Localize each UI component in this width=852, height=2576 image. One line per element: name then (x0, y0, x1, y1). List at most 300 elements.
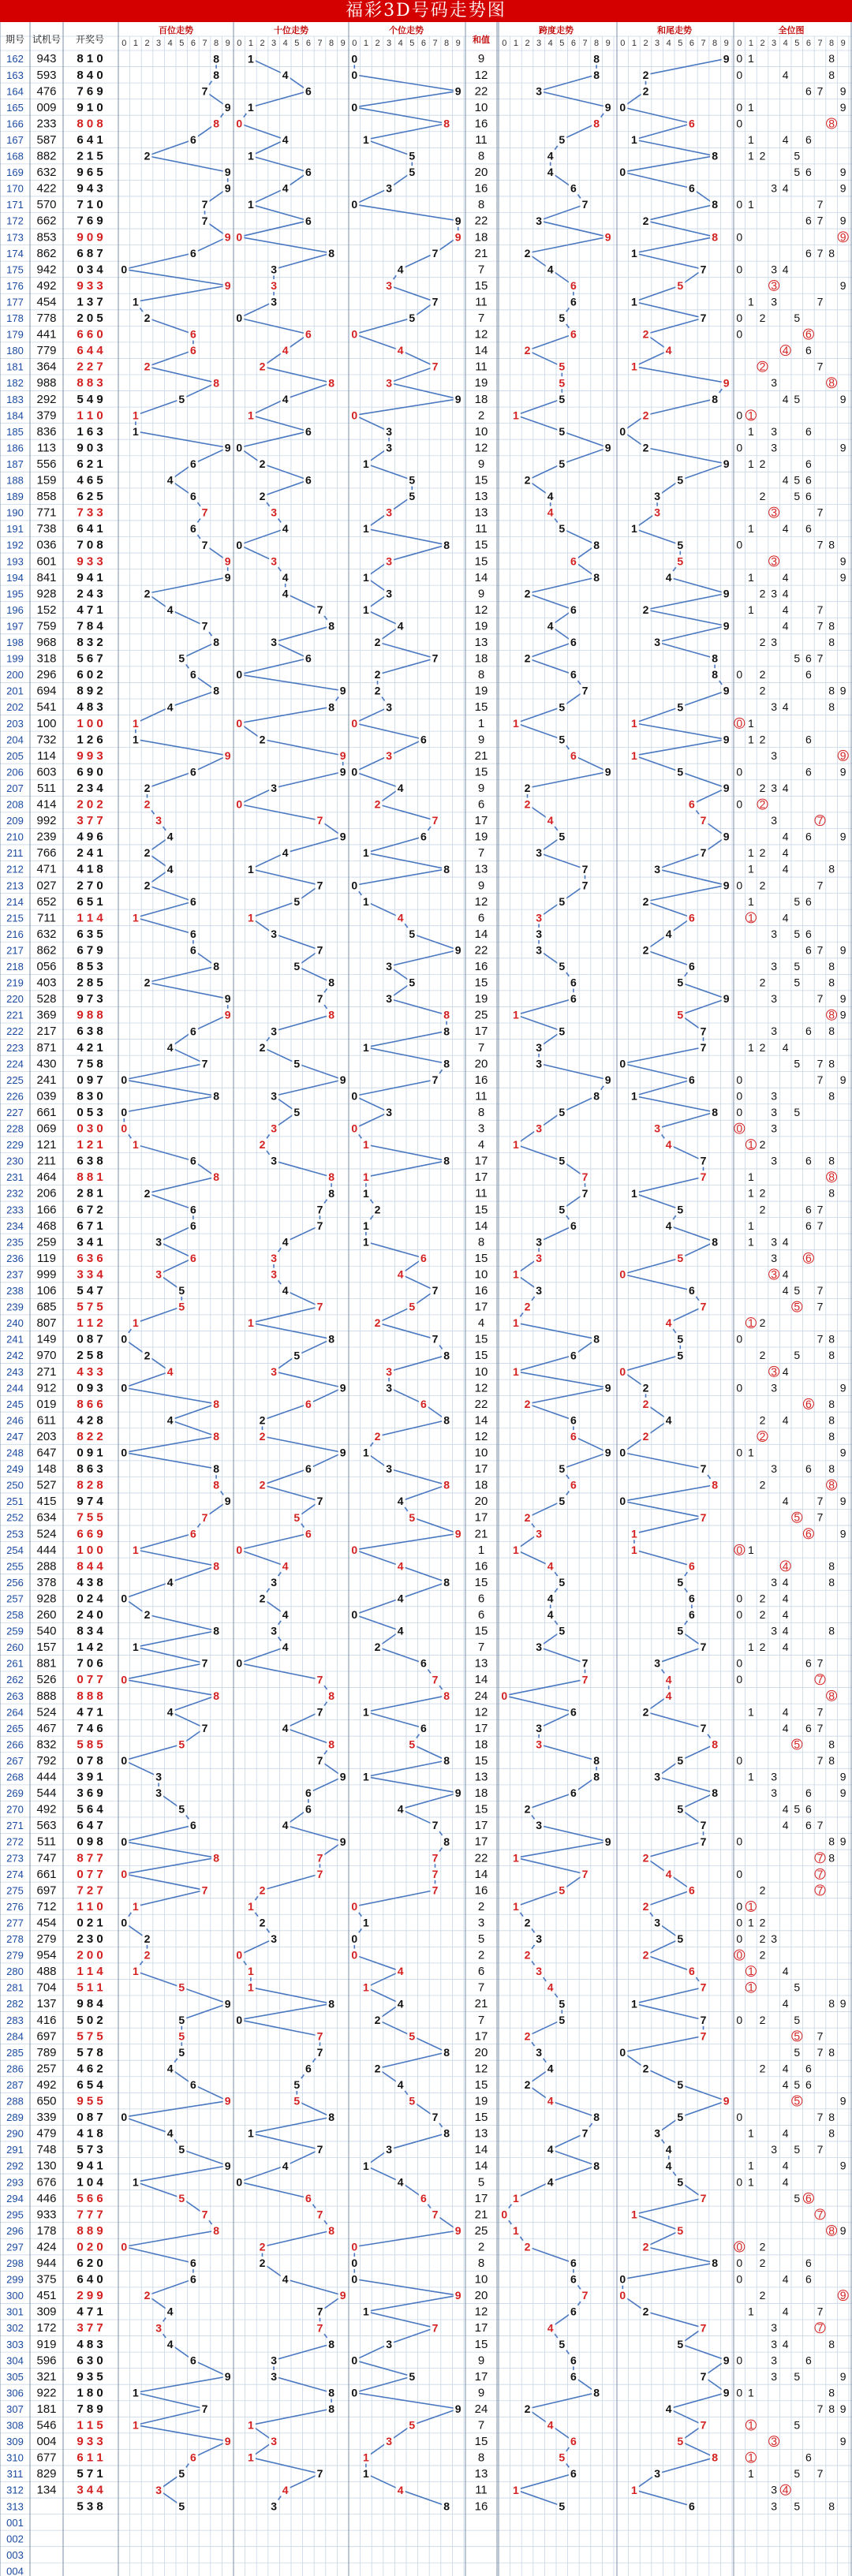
tens-trend-point: 6 (305, 327, 312, 341)
distribution-cell: 1 (748, 2386, 754, 2399)
draw-cell: 5 3 8 (77, 2499, 103, 2514)
tail-trend-point: 9 (723, 992, 730, 1006)
span-trend-point: 3 (536, 1251, 542, 1264)
draw-cell: 1 1 5 (77, 2418, 103, 2432)
units-trend-point: 1 (363, 894, 369, 908)
hundreds-trend-point: 2 (144, 1932, 151, 1946)
hundreds-trend-point: 0 (121, 1381, 128, 1394)
distribution-cell: 9 (839, 181, 846, 195)
sum-cell: 16 (474, 1559, 488, 1574)
distribution-cell: 7 (816, 814, 824, 827)
distribution-cell: 8 (828, 376, 835, 390)
sum-cell: 21 (474, 246, 488, 260)
distribution-cell: 3 (771, 1235, 777, 1249)
tail-trend-point: 8 (712, 149, 718, 162)
span-trend-point: 2 (524, 2029, 531, 2043)
sum-cell: 15 (474, 473, 488, 487)
span-trend-point: 2 (524, 473, 531, 487)
hundreds-trend-point: 4 (166, 1365, 174, 1378)
trial-cell: 260 (36, 1608, 57, 1622)
span-trend-point: 7 (581, 198, 589, 211)
sum-cell: 6 (477, 1592, 485, 1606)
draw-cell: 0 8 7 (77, 2111, 103, 2125)
hundreds-trend-point: 6 (190, 2257, 196, 2270)
distribution-cell: 3 (771, 295, 777, 308)
draw-cell: 4 7 1 (77, 2305, 103, 2319)
tail-trend-point: 2 (642, 68, 649, 81)
distribution-cell: 6 (805, 2354, 812, 2367)
digit-header: 5 (559, 39, 565, 48)
units-trend-point: 8 (443, 1478, 450, 1491)
trial-cell: 778 (36, 312, 57, 326)
span-trend-point: 1 (513, 1365, 519, 1378)
span-trend-point: 4 (547, 814, 554, 827)
issue-cell: 191 (6, 523, 24, 536)
hundreds-trend-point: 4 (166, 1040, 174, 1054)
distribution-cell: 7 (816, 2045, 824, 2059)
distribution-cell: 7 (816, 1219, 824, 1232)
issue-cell: 312 (6, 2484, 24, 2496)
tail-trend-point: 2 (642, 1705, 649, 1719)
issue-cell: 257 (6, 1592, 24, 1605)
distribution-cell: 3 (771, 587, 777, 600)
units-trend-point: 3 (386, 376, 392, 390)
distribution-cell: 5 (794, 2467, 801, 2481)
issue-cell: 268 (6, 1771, 24, 1783)
draw-cell: 6 4 4 (77, 344, 103, 358)
hundreds-trend-point: 8 (213, 2223, 219, 2237)
units-trend-point: 4 (397, 1802, 404, 1816)
sum-cell: 15 (474, 1203, 488, 1217)
draw-cell: 9 4 3 (77, 181, 103, 196)
trial-cell: 853 (36, 230, 57, 245)
distribution-cell: 7 (816, 246, 824, 259)
distribution-cell: 6 (805, 522, 812, 536)
tail-trend-point: 7 (700, 1300, 707, 1313)
units-trend-point: 8 (443, 1154, 450, 1167)
units-trend-point: 9 (454, 1527, 462, 1540)
distribution-cell: 8 (828, 1689, 835, 1702)
units-trend-point: 9 (454, 2223, 462, 2237)
span-trend-point: 3 (536, 1040, 542, 1054)
hundreds-trend-point: 2 (144, 360, 151, 373)
tail-trend-point: 2 (642, 1381, 649, 1394)
trial-cell: 862 (36, 943, 57, 958)
tail-trend-point: 7 (700, 814, 707, 827)
distribution-cell: 7 (816, 2111, 824, 2124)
tail-trend-point: 1 (631, 1997, 637, 2010)
hundreds-trend-point: 6 (190, 327, 196, 341)
distribution-cell: 7 (816, 1851, 824, 1865)
sum-cell: 13 (474, 1770, 488, 1784)
span-trend-point: 5 (559, 360, 566, 373)
distribution-cell: 1 (748, 52, 754, 65)
units-trend-point: 8 (443, 862, 450, 875)
distribution-cell: 2 (759, 1932, 766, 1946)
distribution-cell: 0 (736, 312, 743, 325)
span-trend-point: 5 (559, 1203, 566, 1216)
units-trend-point: 7 (432, 1883, 439, 1897)
trial-cell: 779 (36, 344, 57, 358)
draw-cell: 7 4 6 (77, 1721, 103, 1735)
issue-cell: 295 (6, 2208, 24, 2221)
tens-trend-point: 0 (236, 2175, 243, 2189)
hundreds-trend-point: 8 (213, 960, 219, 973)
tens-trend-point: 8 (328, 376, 334, 390)
distribution-cell: 6 (805, 2272, 812, 2286)
trial-cell: 239 (36, 830, 57, 844)
draw-cell: 8 8 9 (77, 2223, 103, 2238)
span-trend-point: 5 (559, 1624, 566, 1637)
tens-trend-point: 9 (339, 1381, 346, 1394)
tens-trend-point: 3 (271, 1932, 277, 1946)
tens-trend-point: 7 (316, 1203, 323, 1216)
sum-cell: 14 (474, 2143, 488, 2157)
hundreds-trend-point: 6 (190, 927, 196, 940)
hundreds-trend-point: 6 (190, 1203, 196, 1216)
issue-cell: 201 (6, 685, 24, 697)
digit-header: 2 (260, 39, 265, 48)
issue-cell: 233 (6, 1204, 24, 1216)
distribution-cell: 4 (782, 392, 789, 405)
tens-trend-point: 2 (259, 360, 266, 373)
hundreds-trend-point: 7 (201, 2208, 208, 2221)
units-trend-point: 1 (363, 2305, 369, 2318)
issue-cell: 231 (6, 1171, 24, 1184)
tens-trend-point: 5 (293, 960, 301, 973)
trial-cell: 292 (36, 392, 57, 406)
hundreds-trend-point: 8 (213, 636, 219, 649)
span-trend-point: 4 (547, 166, 554, 179)
distribution-cell: 7 (816, 651, 824, 665)
units-trend-point: 7 (432, 814, 439, 827)
draw-cell: 8 6 3 (77, 1462, 103, 1477)
issue-cell: 192 (6, 539, 24, 551)
draw-cell: 9 4 1 (77, 570, 103, 584)
distribution-cell: 4 (782, 344, 789, 357)
tail-trend-point: 4 (665, 1219, 672, 1232)
distribution-cell: 7 (816, 2321, 824, 2335)
hundreds-trend-point: 1 (133, 1899, 139, 1913)
distribution-cell: 6 (805, 2257, 812, 2270)
distribution-cell: 8 (828, 117, 835, 130)
trial-cell: 403 (36, 976, 57, 990)
sum-cell: 17 (474, 2029, 488, 2044)
digit-header: 8 (329, 39, 334, 48)
units-trend-point: 5 (409, 1510, 416, 1524)
distribution-cell: 8 (828, 1478, 835, 1491)
span-trend-point: 8 (593, 68, 600, 81)
tail-trend-point: 1 (631, 360, 637, 373)
tens-trend-point: 3 (271, 554, 277, 568)
tens-trend-point: 3 (271, 927, 277, 940)
distribution-cell: 9 (839, 684, 846, 697)
units-trend-point: 1 (363, 570, 369, 584)
distribution-cell: 1 (748, 198, 754, 211)
span-trend-point: 5 (559, 1106, 566, 1119)
distribution-cell: 7 (816, 619, 824, 633)
hundreds-trend-point: 9 (224, 230, 231, 244)
tail-trend-point: 0 (619, 2272, 626, 2286)
draw-cell: 2 8 1 (77, 1186, 103, 1200)
distribution-cell: 4 (782, 1641, 789, 1654)
units-trend-point: 6 (420, 830, 427, 843)
trial-cell: 119 (37, 1251, 56, 1265)
trial-cell: 652 (36, 894, 57, 909)
distribution-cell: 4 (782, 1721, 789, 1734)
draw-cell: 1 1 4 (77, 911, 103, 925)
hundreds-trend-point: 4 (166, 1575, 174, 1589)
issue-cell: 212 (6, 863, 24, 875)
units-trend-point: 2 (374, 1641, 381, 1654)
units-trend-point: 4 (397, 911, 404, 924)
tens-trend-point: 2 (259, 457, 266, 471)
tens-trend-point: 7 (316, 943, 323, 957)
distribution-cell: 6 (805, 473, 812, 487)
issue-cell: 194 (6, 571, 24, 584)
span-trend-point: 4 (547, 1608, 554, 1622)
sum-cell: 13 (474, 2467, 488, 2481)
digit-header: 3 (772, 39, 777, 48)
distribution-cell: 5 (794, 1284, 801, 1297)
digit-header: 8 (444, 39, 450, 48)
distribution-cell: 0 (736, 2111, 743, 2124)
span-trend-point: 3 (536, 1641, 542, 1654)
tail-trend-point: 5 (677, 976, 684, 989)
issue-cell: 223 (6, 1041, 24, 1054)
digit-header: 0 (352, 39, 357, 48)
hundreds-trend-point: 6 (190, 943, 196, 957)
sum-cell: 17 (474, 1462, 488, 1477)
distribution-cell: 1 (748, 733, 754, 746)
distribution-cell: 7 (816, 360, 824, 373)
draw-cell: 8 8 8 (77, 1689, 103, 1703)
units-trend-point: 9 (454, 230, 462, 244)
sum-cell: 18 (474, 1738, 488, 1752)
distribution-cell: 3 (771, 263, 777, 276)
tail-trend-point: 0 (619, 1365, 626, 1378)
units-trend-point: 2 (374, 684, 381, 697)
draw-cell: 9 4 1 (77, 2159, 103, 2173)
draw-cell: 7 0 8 (77, 538, 103, 552)
tens-trend-point: 2 (259, 1413, 266, 1427)
tens-trend-point: 8 (328, 1170, 334, 1184)
draw-cell: 2 1 5 (77, 149, 103, 163)
units-trend-point: 2 (374, 797, 381, 811)
distribution-cell: 7 (816, 1753, 824, 1767)
distribution-cell: 9 (839, 1786, 846, 1800)
hundreds-trend-point: 2 (144, 846, 151, 860)
distribution-cell: 0 (736, 1899, 743, 1913)
trial-cell: 944 (36, 2257, 57, 2271)
sum-cell: 9 (477, 879, 485, 893)
trial-cell: 647 (36, 1446, 57, 1460)
draw-cell: 7 6 9 (77, 214, 103, 228)
tail-trend-point: 5 (677, 278, 684, 292)
issue-cell: 186 (6, 442, 24, 454)
span-trend-point: 2 (524, 782, 531, 795)
sum-cell: 15 (474, 765, 488, 779)
hundreds-trend-point: 2 (144, 879, 151, 892)
issue-cell: 166 (6, 118, 24, 130)
tail-trend-point: 2 (642, 441, 649, 454)
tens-trend-point: 6 (305, 214, 312, 227)
hundreds-trend-point: 2 (144, 2289, 151, 2302)
distribution-cell: 4 (782, 522, 789, 536)
tail-trend-point: 9 (723, 376, 730, 390)
sum-cell: 2 (477, 1948, 485, 1962)
tens-trend-point: 1 (248, 1316, 254, 1330)
distribution-cell: 3 (771, 376, 777, 390)
units-trend-point: 3 (386, 1381, 392, 1394)
units-trend-point: 4 (397, 1267, 404, 1281)
issue-cell: 273 (6, 1852, 24, 1865)
hundreds-trend-point: 8 (213, 376, 219, 390)
issue-cell: 297 (6, 2241, 24, 2253)
tail-trend-point: 7 (700, 2321, 707, 2335)
units-trend-point: 7 (432, 1332, 439, 1346)
distribution-cell: 7 (816, 1510, 824, 1524)
units-trend-point: 6 (420, 2191, 427, 2205)
issue-cell: 264 (6, 1706, 24, 1719)
distribution-cell: 5 (794, 149, 801, 162)
span-trend-point: 9 (604, 1835, 611, 1848)
trial-cell: 676 (36, 2175, 57, 2190)
digit-header: 9 (455, 39, 461, 48)
units-trend-point: 8 (443, 1689, 450, 1702)
tens-trend-point: 7 (316, 2045, 323, 2059)
trial-cell: 454 (36, 295, 57, 309)
draw-cell: 1 0 0 (77, 716, 103, 730)
hundreds-trend-point: 6 (190, 522, 196, 536)
distribution-cell: 0 (736, 263, 743, 276)
distribution-cell: 0 (736, 1916, 743, 1929)
distribution-cell: 7 (816, 1656, 824, 1670)
trial-cell: 233 (36, 117, 57, 131)
tail-trend-point: 6 (689, 1559, 695, 1573)
tail-trend-point: 5 (677, 2078, 684, 2092)
hundreds-trend-point: 2 (144, 782, 151, 795)
tens-trend-point: 8 (328, 1186, 334, 1200)
distribution-cell: 3 (771, 636, 777, 649)
span-trend-point: 1 (513, 1316, 519, 1330)
sum-cell: 16 (474, 1284, 488, 1298)
distribution-cell: 8 (828, 68, 835, 81)
draw-cell: 7 5 5 (77, 1510, 103, 1525)
hundreds-trend-point: 4 (166, 1705, 174, 1719)
span-trend-point: 6 (570, 976, 577, 989)
distribution-cell: 1 (748, 1446, 754, 1459)
units-trend-point: 3 (386, 554, 392, 568)
distribution-cell: 7 (816, 214, 824, 227)
distribution-cell: 3 (771, 1624, 777, 1637)
trial-cell: 570 (36, 198, 57, 212)
hundreds-trend-point: 1 (133, 2175, 139, 2189)
draw-cell: 8 0 8 (77, 117, 103, 131)
units-trend-point: 5 (409, 1738, 416, 1751)
tens-trend-point: 4 (282, 2483, 289, 2496)
distribution-cell: 5 (794, 490, 801, 503)
tens-trend-point: 0 (236, 2013, 243, 2026)
tail-trend-point: 7 (700, 1510, 707, 1524)
distribution-cell: 0 (736, 765, 743, 778)
tail-trend-point: 0 (619, 1267, 626, 1281)
issue-cell: 234 (6, 1219, 24, 1232)
hundreds-trend-point: 8 (213, 117, 219, 130)
hundreds-trend-point: 1 (133, 1138, 139, 1152)
distribution-cell: 2 (759, 1203, 766, 1216)
sum-cell: 15 (474, 2435, 488, 2449)
span-trend-point: 6 (570, 295, 577, 308)
hundreds-trend-point: 6 (190, 1025, 196, 1038)
span-trend-point: 5 (559, 1462, 566, 1476)
draw-cell: 9 8 4 (77, 1997, 103, 2011)
span-trend-point: 7 (581, 1656, 589, 1670)
units-trend-point: 1 (363, 1705, 369, 1719)
digit-header: 7 (202, 39, 207, 48)
tens-trend-point: 9 (339, 1446, 346, 1459)
distribution-cell: 7 (816, 2467, 824, 2481)
units-trend-point: 2 (374, 636, 381, 649)
tail-trend-point: 7 (700, 1154, 707, 1167)
tail-trend-point: 2 (642, 603, 649, 616)
units-trend-point: 0 (351, 1543, 358, 1556)
distribution-cell: 6 (805, 133, 812, 146)
digit-header: 7 (701, 39, 706, 48)
distribution-cell: 8 (828, 1738, 835, 1751)
tens-trend-point: 4 (282, 570, 289, 584)
trial-cell: 792 (36, 1753, 57, 1768)
hundreds-trend-point: 2 (144, 1608, 151, 1622)
distribution-cell: 3 (771, 554, 777, 568)
span-trend-point: 6 (570, 1786, 577, 1800)
trial-cell: 492 (36, 278, 57, 293)
distribution-cell: 6 (805, 1203, 812, 1216)
hundreds-trend-point: 4 (166, 2062, 174, 2075)
span-trend-point: 3 (536, 1057, 542, 1070)
span-trend-point: 4 (547, 2143, 554, 2156)
distribution-cell: 4 (782, 473, 789, 487)
sum-cell: 9 (477, 457, 485, 471)
distribution-cell: 3 (771, 181, 777, 195)
issue-cell: 266 (6, 1738, 24, 1751)
hundreds-trend-point: 7 (201, 1721, 208, 1734)
issue-cell: 179 (6, 328, 24, 341)
tail-trend-point: 9 (723, 684, 730, 697)
span-trend-point: 4 (547, 2418, 554, 2432)
tens-trend-point: 6 (305, 2062, 312, 2075)
sum-cell: 24 (474, 1689, 488, 1703)
units-trend-point: 6 (420, 733, 427, 746)
units-trend-point: 8 (443, 1008, 450, 1021)
distribution-cell: 5 (794, 2045, 801, 2059)
issue-cell: 279 (6, 1949, 24, 1962)
issue-cell: 246 (6, 1414, 24, 1427)
distribution-cell: 2 (759, 457, 766, 470)
trial-cell: 296 (36, 668, 57, 682)
tail-trend-point: 2 (642, 84, 649, 98)
tail-trend-point: 2 (642, 894, 649, 908)
sum-cell: 7 (477, 263, 485, 277)
span-trend-point: 5 (559, 1025, 566, 1038)
tens-trend-point: 7 (316, 1705, 323, 1719)
units-trend-point: 5 (409, 2418, 416, 2432)
issue-cell: 278 (6, 1933, 24, 1946)
issue-cell: 308 (6, 2419, 24, 2432)
distribution-cell: 6 (805, 1154, 812, 1167)
distribution-cell: 9 (839, 1527, 846, 1540)
draw-cell: 5 4 7 (77, 1284, 103, 1298)
